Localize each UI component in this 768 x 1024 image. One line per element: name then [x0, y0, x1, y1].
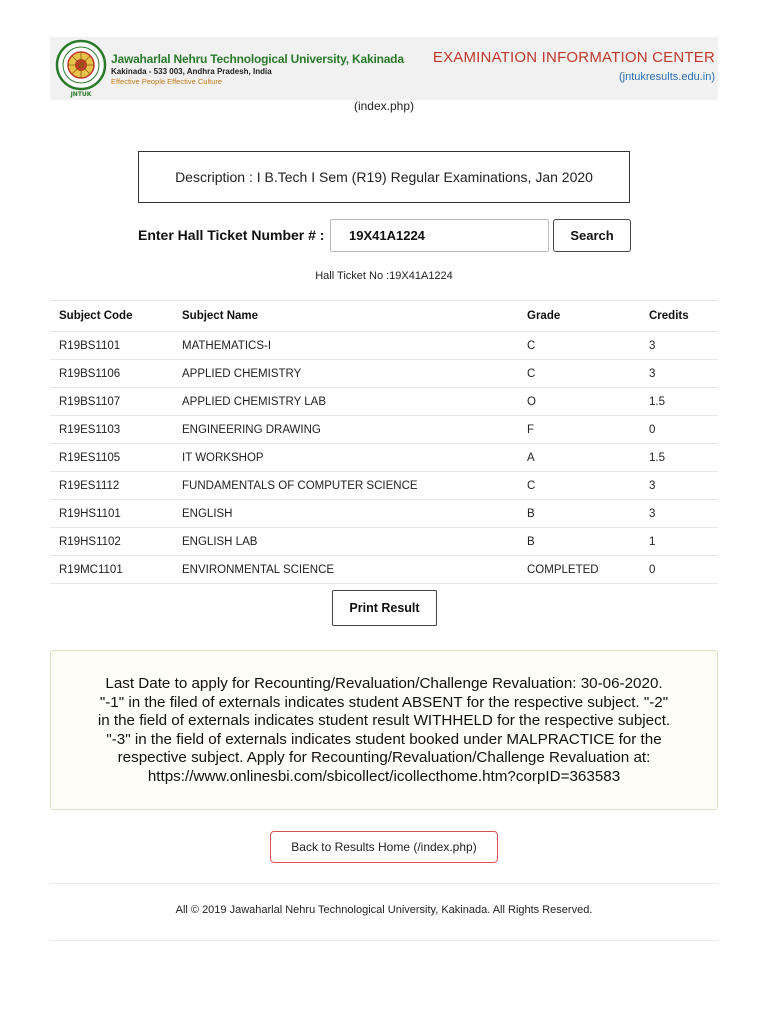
- divider: [50, 883, 718, 884]
- subject-name: APPLIED CHEMISTRY LAB: [173, 388, 518, 416]
- hall-ticket-input[interactable]: [330, 219, 549, 252]
- subject-code: R19MC1101: [50, 556, 173, 584]
- grade: C: [518, 472, 640, 500]
- credits: 1.5: [640, 388, 718, 416]
- subject-name: ENGINEERING DRAWING: [173, 416, 518, 444]
- hall-ticket-number: Hall Ticket No :19X41A1224: [315, 270, 453, 282]
- grade: C: [518, 360, 640, 388]
- credits: 3: [640, 360, 718, 388]
- footer-copyright: All © 2019 Jawaharlal Nehru Technological University, Kakinada. All Rights Reserved.: [175, 904, 593, 916]
- credits: 0: [640, 416, 718, 444]
- hall-ticket-label: Enter Hall Ticket Number # :: [138, 227, 325, 243]
- table-row: [50, 360, 718, 388]
- notice-line: Last Date to apply for Recounting/Revaluation/Challenge Revaluation: 30-06-2020.: [105, 675, 663, 692]
- site-link[interactable]: (jntukresults.edu.in): [619, 71, 715, 83]
- table-row: [50, 388, 718, 416]
- divider: [50, 940, 718, 941]
- university-name: Jawaharlal Nehru Technological University, Kakinada: [111, 52, 404, 66]
- subject-code: R19ES1103: [50, 416, 173, 444]
- grade: C: [518, 332, 640, 360]
- header-grade: Grade: [518, 301, 640, 332]
- table-header-row: [50, 301, 718, 332]
- index-link[interactable]: (index.php): [353, 99, 415, 113]
- header-subject-name: Subject Name: [173, 301, 518, 332]
- subject-code: R19HS1102: [50, 528, 173, 556]
- exam-center-title: EXAMINATION INFORMATION CENTER: [432, 49, 715, 66]
- subject-name: MATHEMATICS-I: [173, 332, 518, 360]
- back-to-results-button[interactable]: Back to Results Home (/index.php): [270, 831, 498, 863]
- credits: 3: [640, 332, 718, 360]
- credits: 1.5: [640, 444, 718, 472]
- table-row: [50, 332, 718, 360]
- table-row: [50, 416, 718, 444]
- credits: 1: [640, 528, 718, 556]
- subject-name: ENGLISH LAB: [173, 528, 518, 556]
- subject-code: R19BS1106: [50, 360, 173, 388]
- grade: O: [518, 388, 640, 416]
- credits: 3: [640, 500, 718, 528]
- table-row: [50, 444, 718, 472]
- subject-code: R19HS1101: [50, 500, 173, 528]
- results-table: [50, 300, 718, 584]
- revaluation-notice: [50, 650, 718, 810]
- notice-line: "-3" in the field of externals indicates student booked under MALPRACTICE for the: [106, 730, 662, 748]
- exam-description: Description : I B.Tech I Sem (R19) Regular Examinations, Jan 2020: [138, 151, 630, 203]
- grade: F: [518, 416, 640, 444]
- subject-code: R19ES1105: [50, 444, 173, 472]
- notice-line: "-1" in the filed of externals indicates student ABSENT for the respective subject. "-2": [99, 693, 669, 711]
- university-address: Kakinada - 533 003, Andhra Pradesh, India: [111, 67, 272, 76]
- university-seal-icon: [55, 39, 107, 99]
- header-subject-code: Subject Code: [50, 301, 173, 332]
- subject-name: APPLIED CHEMISTRY: [173, 360, 518, 388]
- credits: 3: [640, 472, 718, 500]
- table-row: [50, 556, 718, 584]
- subject-name: ENGLISH: [173, 500, 518, 528]
- university-tagline: Effective People Effective Culture: [111, 77, 223, 86]
- print-result-button[interactable]: Print Result: [332, 590, 437, 626]
- grade: A: [518, 444, 640, 472]
- table-row: [50, 528, 718, 556]
- subject-name: FUNDAMENTALS OF COMPUTER SCIENCE: [173, 472, 518, 500]
- header-credits: Credits: [640, 301, 718, 332]
- grade: COMPLETED: [518, 556, 640, 584]
- subject-code: R19BS1101: [50, 332, 173, 360]
- grade: B: [518, 528, 640, 556]
- university-logo: [55, 39, 107, 99]
- credits: 0: [640, 556, 718, 584]
- subject-name: ENVIRONMENTAL SCIENCE: [173, 556, 518, 584]
- notice-line: respective subject. Apply for Recounting/Revaluation/Challenge Revaluation at:: [117, 749, 651, 766]
- table-row: [50, 500, 718, 528]
- grade: B: [518, 500, 640, 528]
- search-button[interactable]: Search: [553, 219, 631, 252]
- svg-text:JNTUK: JNTUK: [70, 91, 92, 98]
- notice-line: https://www.onlinesbi.com/sbicollect/icollecthome.htm?corpID=363583: [147, 767, 621, 785]
- subject-name: IT WORKSHOP: [173, 444, 518, 472]
- table-row: [50, 472, 718, 500]
- subject-code: R19ES1112: [50, 472, 173, 500]
- notice-line: in the field of externals indicates student result WITHHELD for the respective subject.: [97, 712, 671, 729]
- subject-code: R19BS1107: [50, 388, 173, 416]
